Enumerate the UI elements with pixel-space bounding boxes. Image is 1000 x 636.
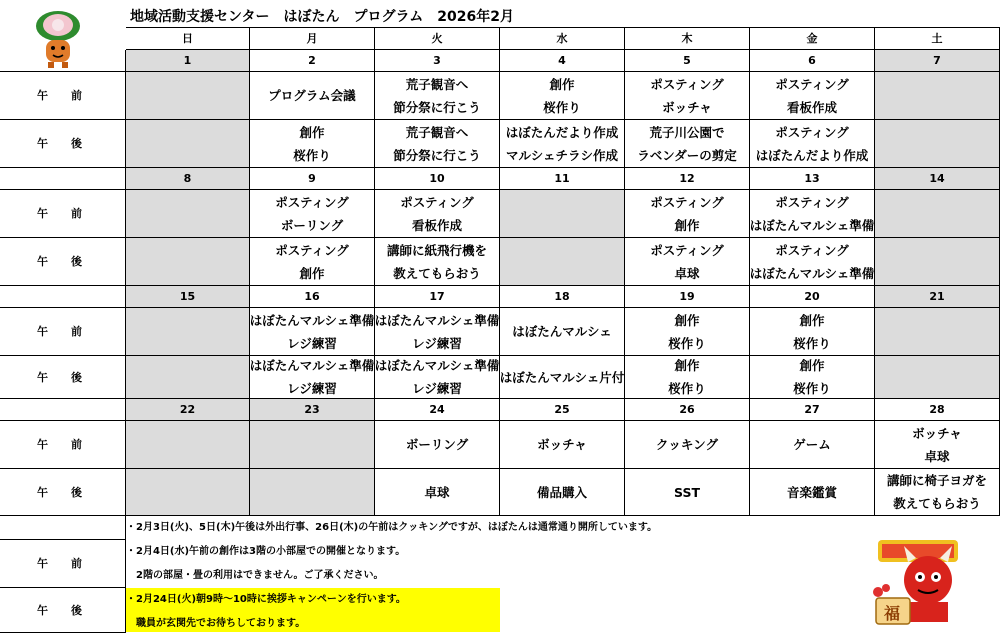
activity-cell: 創作 桜作り [625, 356, 750, 399]
slot-label-am: 午 前 [0, 540, 126, 588]
activity-cell [875, 308, 1000, 356]
oni-sign-text: 福 [884, 604, 901, 623]
blank-label [0, 286, 126, 308]
activity-cell: 荒子観音へ 節分祭に行こう [375, 72, 500, 120]
activity-cell: ゲーム [750, 421, 875, 469]
activity-cell: はぼたんマルシェ準備 レジ練習 [250, 356, 375, 399]
weekday-header: 月 [250, 28, 375, 50]
date-cell: 9 [250, 168, 375, 190]
activity-cell [126, 308, 250, 356]
slot-label-am: 午 前 [0, 308, 126, 356]
date-cell: 6 [750, 50, 875, 72]
note-line: ・2月24日(火)朝9時～10時に挨拶キャンペーンを行います。 [126, 594, 406, 605]
note-line: 職員が玄関先でお待ちしております。 [126, 618, 306, 629]
activity-cell: 創作 桜作り [750, 308, 875, 356]
activity-cell [250, 469, 375, 516]
activity-cell: はぼたんマルシェ準備 レジ練習 [375, 308, 500, 356]
date-cell: 3 [375, 50, 500, 72]
note-line: ・2月4日(水)午前の創作は3階の小部屋での開催となります。 [126, 546, 406, 557]
date-cell: 4 [500, 50, 625, 72]
notes [126, 516, 657, 636]
blank-label [0, 399, 126, 421]
slot-label-pm: 午 後 [0, 588, 126, 633]
activity-cell: ボッチャ [500, 421, 625, 469]
date-cell: 2 [250, 50, 375, 72]
slot-label-am: 午 前 [0, 72, 126, 120]
weekday-header: 土 [875, 28, 1000, 50]
activity-cell [126, 238, 250, 286]
date-cell: 16 [250, 286, 375, 308]
date-cell: 15 [126, 286, 250, 308]
activity-cell [126, 72, 250, 120]
date-cell: 22 [126, 399, 250, 421]
date-cell: 20 [750, 286, 875, 308]
activity-cell: 荒子川公園で ラベンダーの剪定 [625, 120, 750, 168]
activity-cell: ポスティング 看板作成 [750, 72, 875, 120]
activity-cell: ボッチャ 卓球 [875, 421, 1000, 469]
date-cell: 14 [875, 168, 1000, 190]
date-cell: 11 [500, 168, 625, 190]
activity-cell [126, 190, 250, 238]
activity-cell [500, 238, 625, 286]
activity-cell [126, 356, 250, 399]
date-cell: 7 [875, 50, 1000, 72]
activity-cell: 講師に紙飛行機を 教えてもらおう [375, 238, 500, 286]
setsubun-oni-icon [868, 532, 968, 630]
note-line: ・2月3日(火)、5日(木)午後は外出行事、26日(木)の午前はクッキングですが、はぼたんは通常通り開所しています。 [126, 522, 658, 533]
activity-cell: ポスティング はぼたんだより作成 [750, 120, 875, 168]
activity-cell: 創作 桜作り [250, 120, 375, 168]
weekday-header: 水 [500, 28, 625, 50]
activity-cell: 創作 桜作り [500, 72, 625, 120]
activity-cell: 備品購入 [500, 469, 625, 516]
activity-cell [875, 356, 1000, 399]
activity-cell: クッキング [625, 421, 750, 469]
weekday-header: 火 [375, 28, 500, 50]
weekday-header: 日 [126, 28, 250, 50]
weekday-header: 金 [750, 28, 875, 50]
activity-cell [126, 421, 250, 469]
slot-label-pm: 午 後 [0, 469, 126, 516]
activity-cell [500, 190, 625, 238]
note-line: 2階の部屋・畳の利用はできません。ご了承ください。 [126, 570, 384, 581]
slot-label-pm: 午 後 [0, 120, 126, 168]
date-cell: 18 [500, 286, 625, 308]
activity-cell [875, 238, 1000, 286]
activity-cell: ポスティング 看板作成 [375, 190, 500, 238]
activity-cell [126, 469, 250, 516]
date-cell: 28 [875, 399, 1000, 421]
date-cell: 26 [625, 399, 750, 421]
activity-cell [875, 120, 1000, 168]
activity-cell: 講師に椅子ヨガを 教えてもらおう [875, 469, 1000, 516]
activity-cell: ボーリング [375, 421, 500, 469]
date-cell: 10 [375, 168, 500, 190]
date-cell: 5 [625, 50, 750, 72]
date-cell: 24 [375, 399, 500, 421]
activity-cell: 荒子観音へ 節分祭に行こう [375, 120, 500, 168]
activity-cell: 卓球 [375, 469, 500, 516]
date-cell: 27 [750, 399, 875, 421]
activity-cell [875, 190, 1000, 238]
activity-cell: プログラム会議 [250, 72, 375, 120]
date-cell: 1 [126, 50, 250, 72]
date-cell: 13 [750, 168, 875, 190]
activity-cell: ポスティング 創作 [625, 190, 750, 238]
activity-cell [126, 120, 250, 168]
activity-cell: SST [625, 469, 750, 516]
activity-cell: はぼたんマルシェ片付 [500, 356, 625, 399]
activity-cell: 創作 桜作り [750, 356, 875, 399]
blank-label [0, 168, 126, 190]
activity-cell [875, 72, 1000, 120]
activity-cell: ポスティング ボーリング [250, 190, 375, 238]
date-cell: 25 [500, 399, 625, 421]
activity-cell [250, 421, 375, 469]
activity-cell: はぼたんマルシェ [500, 308, 625, 356]
activity-cell: ポスティング ボッチャ [625, 72, 750, 120]
date-cell: 19 [625, 286, 750, 308]
date-cell: 17 [375, 286, 500, 308]
activity-cell: ポスティング はぼたんマルシェ準備 [750, 238, 875, 286]
slot-label-pm: 午 後 [0, 356, 126, 399]
slot-label-am: 午 前 [0, 421, 126, 469]
date-cell: 23 [250, 399, 375, 421]
date-cell: 8 [126, 168, 250, 190]
activity-cell: 音楽鑑賞 [750, 469, 875, 516]
date-cell: 12 [625, 168, 750, 190]
notes-label-spacer [0, 516, 126, 540]
date-cell: 21 [875, 286, 1000, 308]
slot-label-pm: 午 後 [0, 238, 126, 286]
activity-cell: ポスティング はぼたんマルシェ準備 [750, 190, 875, 238]
habotan-logo-icon [28, 8, 88, 70]
activity-cell: はぼたんマルシェ準備 レジ練習 [375, 356, 500, 399]
activity-cell: ポスティング 創作 [250, 238, 375, 286]
slot-label-am: 午 前 [0, 190, 126, 238]
activity-cell: 創作 桜作り [625, 308, 750, 356]
activity-cell: はぼたんだより作成 マルシェチラシ作成 [500, 120, 625, 168]
weekday-header: 木 [625, 28, 750, 50]
activity-cell: はぼたんマルシェ準備 レジ練習 [250, 308, 375, 356]
activity-cell: ポスティング 卓球 [625, 238, 750, 286]
page-title: 地域活動支援センター はぼたん プログラム 2026年2月 [130, 9, 515, 25]
